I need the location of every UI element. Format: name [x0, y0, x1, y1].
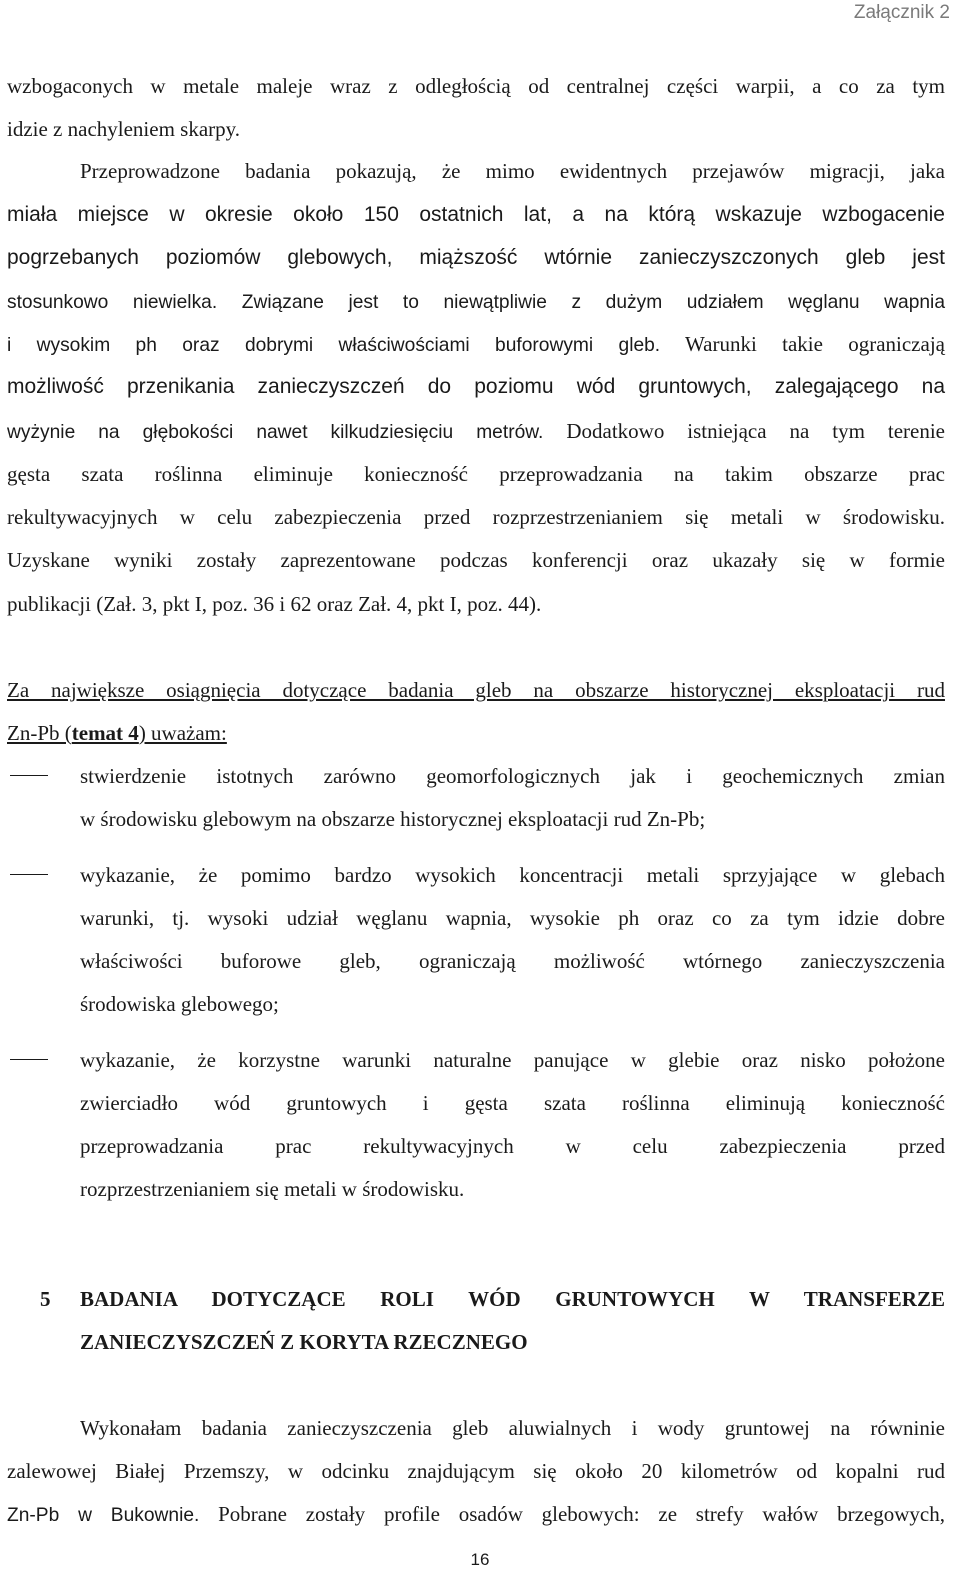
paragraph-line: możliwość przenikania zanieczyszczeń do poziomu wód gruntowych, zalegającego na — [7, 375, 945, 398]
paragraph-line: Uzyskane wyniki zostały zaprezentowane podczas konferencji oraz ukazały się w formie — [7, 548, 945, 572]
section-number: 5 — [40, 1287, 51, 1311]
paragraph-fragment: Związane jest to niewątpliwie z dużym udziałem węglanu wapnia — [217, 292, 945, 313]
list-item-line: wykazanie, że pomimo bardzo wysokich koncentracji metali sprzyjające w glebach — [80, 863, 945, 887]
section-title: BADANIA DOTYCZĄCE ROLI WÓD GRUNTOWYCH W TRANSFERZE — [80, 1287, 945, 1311]
paragraph-line — [7, 418, 945, 446]
list-item-line: rozprzestrzenianiem się metali w środowisku. — [80, 1177, 465, 1201]
list-dash — [10, 775, 48, 776]
paragraph-line — [7, 288, 945, 316]
list-dash — [10, 1059, 48, 1060]
list-item-line: warunki, tj. wysoki udział węglanu wapnia, wysokie ph oraz co za tym idzie dobre — [80, 906, 945, 930]
paragraph-line — [7, 331, 945, 359]
list-item-line: wykazanie, że korzystne warunki naturalne panujące w glebie oraz nisko położone — [80, 1048, 945, 1072]
paragraph-fragment: Dodatkowo istniejąca na tym terenie — [543, 419, 945, 443]
achievements-heading-line2 — [7, 720, 227, 746]
paragraph-fragment: Zn-Pb w Bukownie. — [7, 1505, 200, 1526]
paragraph-line — [7, 1501, 945, 1529]
list-item-line: w środowisku glebowym na obszarze historycznej eksploatacji rud Zn-Pb; — [80, 807, 706, 831]
topic-label: temat 4 — [71, 721, 139, 745]
paragraph-line: rekultywacyjnych w celu zabezpieczenia przed rozprzestrzenianiem się metali w środowisku. — [7, 505, 945, 529]
paragraph-line: zalewowej Białej Przemszy, w odcinku znajdującym się około 20 kilometrów od kopalni rud — [7, 1459, 945, 1483]
paragraph-line: Wykonałam badania zanieczyszczenia gleb aluwialnych i wody gruntowej na równinie — [80, 1416, 945, 1440]
list-dash — [10, 874, 48, 875]
paragraph-line: miała miejsce w okresie około 150 ostatnich lat, a na którą wskazuje wzbogacenie — [7, 203, 945, 226]
page-number: 16 — [470, 1550, 490, 1569]
paragraph-fragment: wyżynie na głębokości nawet kilkudziesięciu metrów. — [7, 422, 544, 443]
heading-fragment: Zn-Pb ( — [7, 721, 72, 745]
paragraph-line: wzbogaconych w metale maleje wraz z odległością od centralnej części warpii, a co za tym — [7, 74, 945, 98]
paragraph-line: gęsta szata roślinna eliminuje konieczność przeprowadzania na takim obszarze prac — [7, 462, 945, 486]
appendix-label: Załącznik 2 — [853, 2, 950, 23]
paragraph-fragment: i wysokim ph oraz dobrymi właściwościami buforowymi gleb. — [7, 335, 661, 356]
paragraph-fragment: Warunki takie ograniczają — [660, 332, 945, 356]
list-item-line: właściwości buforowe gleb, ograniczają możliwość wtórnego zanieczyszczenia — [80, 949, 945, 973]
paragraph-fragment: stosunkowo niewielka. — [7, 292, 218, 313]
achievements-heading: Za największe osiągnięcia dotyczące badania gleb na obszarze historycznej eksploatacji rud — [7, 678, 945, 702]
list-item-line: zwierciadło wód gruntowych i gęsta szata roślinna eliminują konieczność — [80, 1091, 945, 1115]
paragraph-line: idzie z nachyleniem skarpy. — [7, 117, 241, 141]
list-item-line: środowiska glebowego; — [80, 992, 279, 1016]
paragraph-fragment: Pobrane zostały profile osadów glebowych: ze strefy wałów brzegowych, — [199, 1502, 945, 1526]
paragraph-line: Przeprowadzone badania pokazują, że mimo ewidentnych przejawów migracji, jaka — [80, 159, 945, 183]
section-title-line2: ZANIECZYSZCZEŃ Z KORYTA RZECZNEGO — [80, 1330, 528, 1354]
heading-fragment: ) uważam: — [138, 721, 227, 745]
list-item-line: przeprowadzania prac rekultywacyjnych w celu zabezpieczenia przed — [80, 1134, 945, 1158]
paragraph-line: publikacji (Zał. 3, pkt I, poz. 36 i 62 oraz Zał. 4, pkt I, poz. 44). — [7, 592, 542, 616]
paragraph-line: pogrzebanych poziomów glebowych, miąższość wtórnie zanieczyszczonych gleb jest — [7, 246, 945, 269]
list-item-line: stwierdzenie istotnych zarówno geomorfologicznych jak i geochemicznych zmian — [80, 764, 945, 788]
